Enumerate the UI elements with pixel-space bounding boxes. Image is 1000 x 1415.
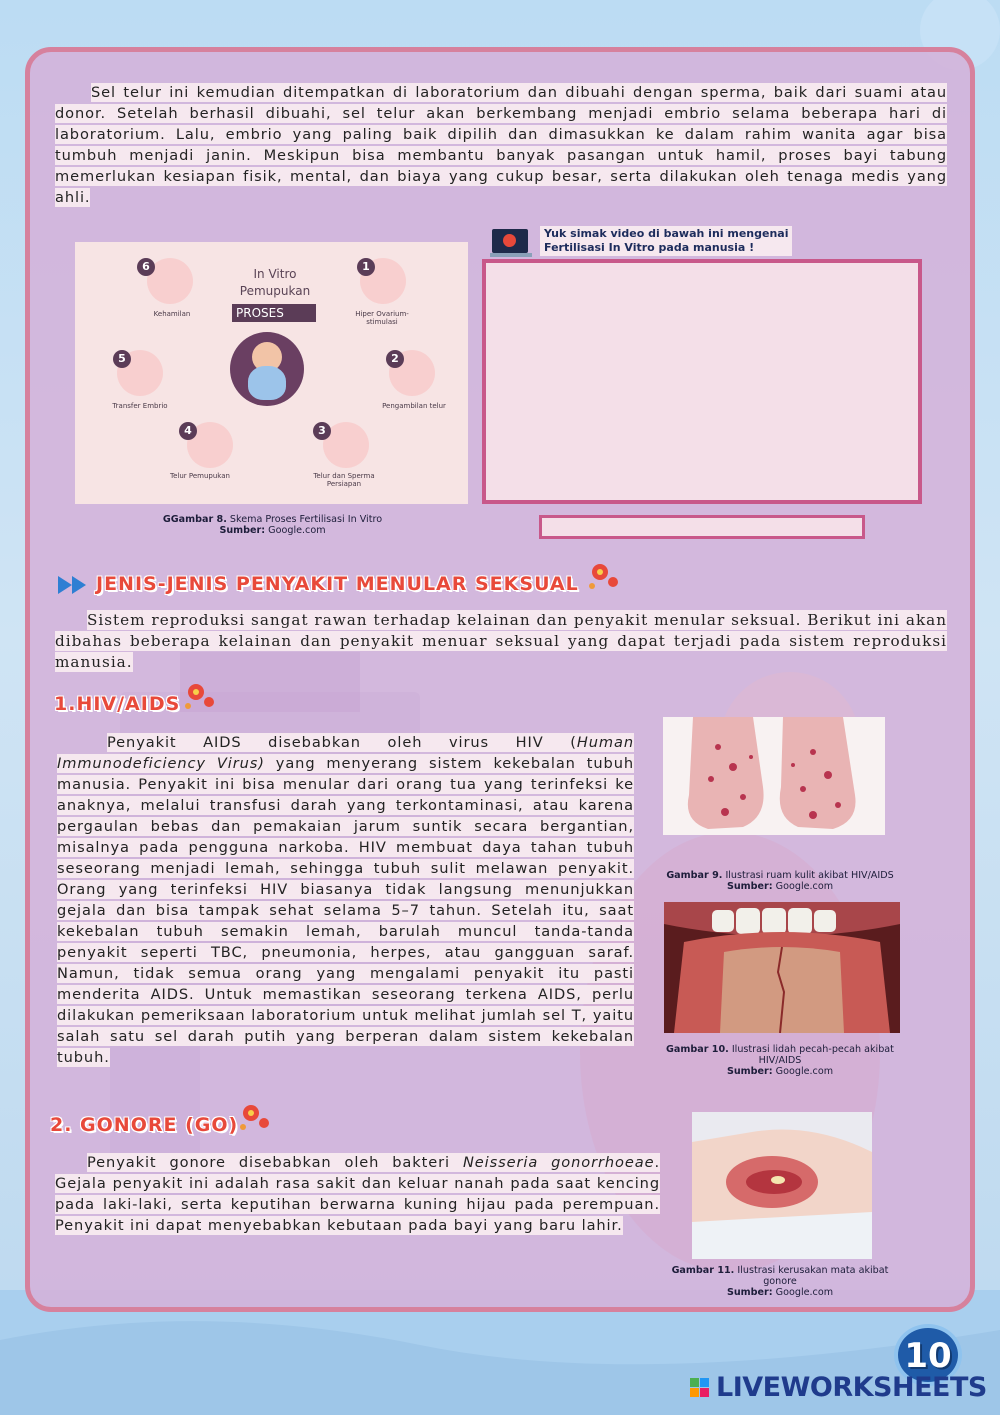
figure-9-source-text: Google.com (772, 881, 834, 892)
figure-11-caption-bold: Gambar 11. (671, 1265, 735, 1276)
tongue-illustration (664, 902, 900, 1033)
step-4-number: 4 (179, 422, 197, 440)
figure-8-caption (90, 514, 455, 536)
figure-11-source-bold: Sumber: (726, 1287, 773, 1298)
step-3-number: 3 (313, 422, 331, 440)
figure-9-caption (650, 870, 910, 892)
intro-paragraph: Sel telur ini kemudian ditempatkan di laboratorium dan dibuahi dengan sperma, baik dari suami atau donor. Setelah berhasil dibuahi, sel telur akan berkembang menjadi embrio selama beberapa hari di laboratorium. Lalu, embrio yang paling baik dipilih dan dimasukkan ke dalam rahim wanita agar bisa tumbuh menjadi janin. Meskipun bisa membantu banyak pasangan untuk hamil, proses bayi tabung memerlukan kesiapan fisik, mental, dan biaya yang cukup besar, serta dilakukan oleh tenaga medis yang ahli. (55, 84, 947, 206)
ivf-title-line1: In Vitro (253, 267, 297, 281)
baby-blanket (248, 366, 286, 400)
page-number: 10 (904, 1336, 952, 1376)
figure-8-caption-text: Skema Proses Fertilisasi In Vitro (226, 514, 383, 525)
figure-10-caption-text: Ilustrasi lidah pecah-pecah akibat HIV/AIDS (728, 1044, 894, 1066)
figure-11-source-text: Google.com (772, 1287, 834, 1298)
ivf-process-figure (75, 242, 468, 504)
step-1-number: 1 (357, 258, 375, 276)
figure-8-source-text: Google.com (265, 525, 326, 536)
video-prompt (540, 226, 792, 256)
step-6-label: Kehamilan (153, 310, 191, 318)
virus-icon (182, 678, 216, 712)
video-answer-field[interactable] (539, 515, 865, 539)
eye-illustration (692, 1112, 872, 1259)
step-2-number: 2 (386, 350, 404, 368)
figure-10-tongue-photo (664, 902, 900, 1033)
hiv-paragraph-rest: yang menyerang sistem kekebalan tubuh manusia. Penyakit ini bisa menular dari orang tua yang terinfeksi ke anaknya, melalui transfusi darah yang terkontaminasi, atau karena pergaulan bebas dan pemakaian jarum suntik secara bergantian, misalnya pada pengguna narkoba. HIV membuat daya tahan tubuh seseorang menjadi lemah, sehingga tubuh sulit melawan penyakit. Orang yang terinfeksi HIV biasanya tidak langsung menunjukkan gejala dan bisa tampak sehat selama 5–7 tahun. Setelah itu, saat kekebalan tubuh semakin lemah, barulah muncul tanda-tanda penyakit seperti TBC, pneumonia, herpes, atau gangguan saraf. Namun, tidak semua orang yang mengalami penyakit itu pasti menderita AIDS. Untuk memastikan seseorang terkena AIDS, perlu dilakukan pemeriksaan laboratorium untuk melihat jumlah sel T, yaitu salah satu sel darah putih yang berperan dalam sistem kekebalan tubuh. (57, 755, 634, 1066)
video-prompt-line1: Yuk simak video di bawah ini mengenai (544, 227, 789, 240)
figure-9-rash-photo (663, 717, 885, 835)
figure-11-eye-photo (692, 1112, 872, 1259)
step-5-label: Transfer Embrio (112, 402, 168, 410)
step-3-label: Telur dan Sperma Persiapan (313, 472, 375, 488)
ivf-title-line2: Pemupukan (239, 284, 311, 298)
virus-icon (237, 1099, 271, 1133)
hiv-paragraph (57, 732, 634, 1068)
step-4-label: Telur Pemupukan (170, 472, 230, 480)
gonore-paragraph-italic: Neisseria gonorrhoeae (462, 1154, 655, 1171)
figure-10-caption (650, 1044, 910, 1077)
figure-11-caption-text: Ilustrasi kerusakan mata akibat gonore (734, 1265, 889, 1287)
step-2-label: Pengambilan telur (382, 402, 446, 410)
step-5-number: 5 (113, 350, 131, 368)
step-6-number: 6 (137, 258, 155, 276)
video-laptop-icon (490, 227, 532, 261)
content-card (25, 47, 975, 1312)
figure-8-caption-bold: GGambar 8. (162, 514, 227, 525)
std-intro-paragraph: Sistem reproduksi sangat rawan terhadap kelainan dan penyakit menular seksual. Berikut ini akan dibahas beberapa kelainan dan penyakit menuar seksual yang dapat terjadi pada sistem reproduksi manusia. (55, 611, 947, 671)
figure-11-caption (655, 1265, 905, 1298)
hiv-heading: 1.HIV/AIDS (54, 693, 181, 715)
std-section-heading: JENIS-JENIS PENYAKIT MENULAR SEKSUAL (96, 573, 579, 595)
figure-8-source-bold: Sumber: (219, 525, 266, 536)
figure-9-caption-bold: Gambar 9. (666, 870, 723, 881)
video-prompt-line2: Fertilisasi In Vitro pada manusia ! (544, 241, 755, 254)
figure-9-caption-text: Ilustrasi ruam kulit akibat HIV/AIDS (722, 870, 894, 881)
gonore-paragraph (55, 1152, 660, 1236)
video-player[interactable] (482, 259, 922, 504)
step-1-label: Hiper Ovarium-stimulasi (355, 310, 409, 326)
gonore-paragraph-start: Penyakit gonore disebabkan oleh bakteri (87, 1154, 463, 1171)
gonore-heading: 2. GONORE (GO) (50, 1114, 239, 1136)
hiv-paragraph-italic: Human Immunodeficiency Virus) (57, 734, 634, 772)
figure-10-caption-bold: Gambar 10. (666, 1044, 729, 1055)
ivf-badge: PROSES (232, 304, 316, 322)
figure-10-source-text: Google.com (772, 1066, 834, 1077)
hiv-paragraph-start: Penyakit AIDS disebabkan oleh virus HIV ( (107, 734, 577, 751)
liveworksheets-logo-icon (688, 1376, 712, 1400)
double-arrow-icon (58, 574, 94, 596)
baby-circle (230, 332, 304, 406)
figure-10-source-bold: Sumber: (726, 1066, 773, 1077)
liveworksheets-brand[interactable]: LIVEWORKSHEETS (716, 1372, 987, 1403)
virus-icon (586, 558, 620, 592)
figure-9-source-bold: Sumber: (726, 881, 773, 892)
feet-illustration (663, 717, 885, 835)
gonore-paragraph-rest: . Gejala penyakit ini adalah rasa sakit dan keluar nanah pada saat kencing pada laki-laki, serta keputihan berwarna kuning hijau pada perempuan. Penyakit ini dapat menyebabkan kebutaan pada bayi yang baru lahir. (55, 1154, 661, 1234)
